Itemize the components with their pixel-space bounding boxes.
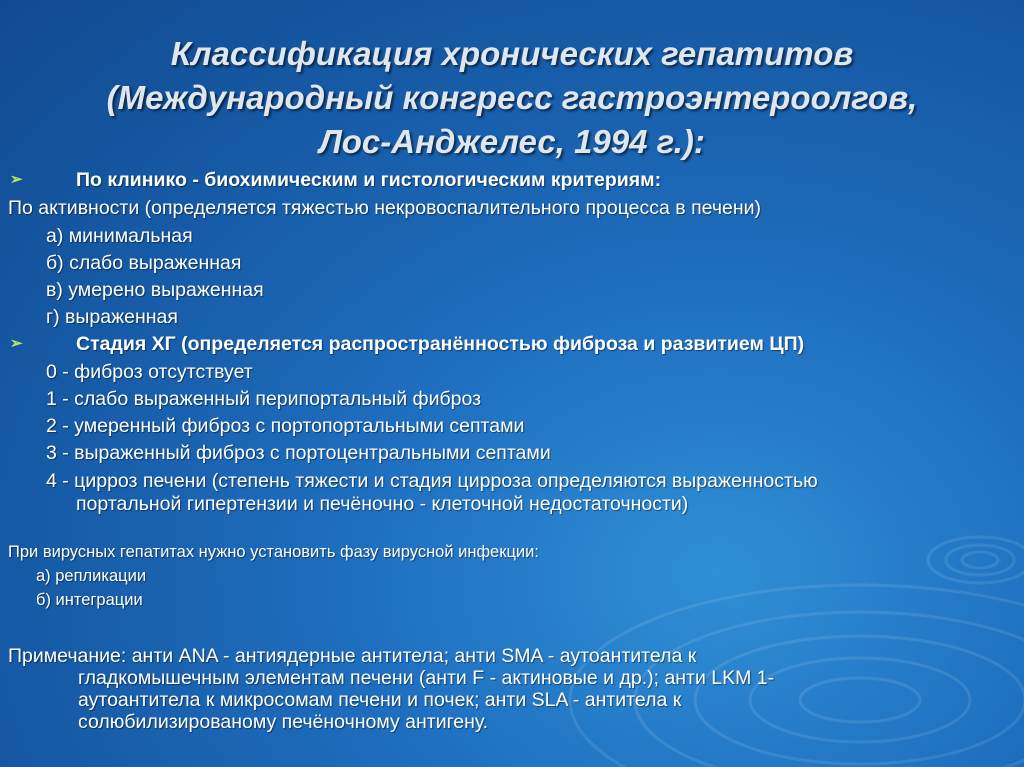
note-line: солюбилизированому печёночному антигену. <box>78 711 489 733</box>
bullet-arrow-icon: ➢ <box>10 335 23 352</box>
title-line-2: (Международный конгресс гастроэнтероолгов, <box>106 79 918 116</box>
note-line: Примечание: анти ANA - антиядерные антитела; анти SMA - аутоантитела к <box>8 645 697 667</box>
stage-item: 3 - выраженный фиброз с портоцентральными септами <box>46 442 551 464</box>
note-line: аутоантитела к микросомам печени и почек; анти SLA - антитела к <box>78 689 682 711</box>
activity-item: в) умерено выраженная <box>46 279 264 301</box>
activity-item: б) слабо выраженная <box>46 252 242 274</box>
section1-heading: По клинико - биохимическим и гистологическим критериям: <box>76 169 662 191</box>
stage-item: 2 - умеренный фиброз с портопортальными септами <box>46 415 525 437</box>
viral-item: а) репликации <box>36 567 147 585</box>
viral-heading: При вирусных гепатитах нужно установить фазу вирусной инфекции: <box>8 543 539 561</box>
activity-line: По активности (определяется тяжестью некровоспалительного процесса в печени) <box>8 197 761 219</box>
title-line-1: Классификация хронических гепатитов <box>170 35 854 72</box>
stage-item: 0 - фиброз отсутствует <box>46 361 253 383</box>
slide-title <box>40 32 984 164</box>
stage-item: 4 - цирроз печени (степень тяжести и стадия цирроза определяются выраженностью <box>46 470 818 492</box>
stage-item-continued: портальной гипертензии и печёночно - клеточной недостаточности) <box>76 493 689 515</box>
stage-item: 1 - слабо выраженный перипортальный фиброз <box>46 388 482 410</box>
note-line: гладкомышечным элементам печени (анти F - актиновые и др.); анти LKM 1- <box>78 667 775 689</box>
viral-item: б) интеграции <box>36 591 143 609</box>
title-line-3: Лос-Анджелес, 1994 г.): <box>319 123 705 160</box>
section2-heading: Стадия ХГ (определяется распространённостью фиброза и развитием ЦП) <box>76 333 805 355</box>
bullet-arrow-icon: ➢ <box>10 171 23 188</box>
activity-item: г) выраженная <box>46 306 178 328</box>
activity-item: а) минимальная <box>46 225 193 247</box>
